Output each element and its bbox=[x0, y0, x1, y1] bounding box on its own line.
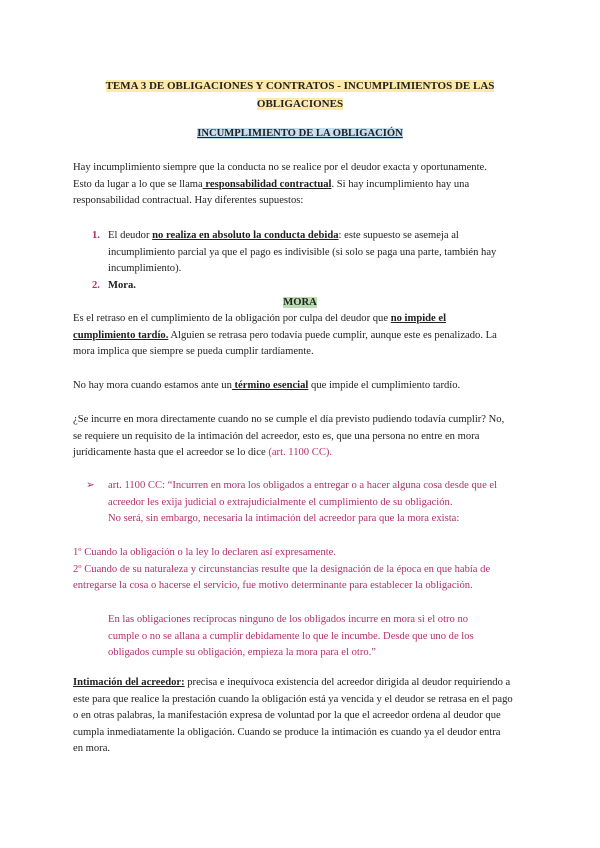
paragraph-line bbox=[73, 378, 533, 395]
underlined-term: cumplimiento tardío. bbox=[73, 329, 169, 341]
list-item bbox=[92, 228, 536, 278]
document-title bbox=[60, 78, 540, 112]
quote-line: art. 1100 CC: “Incurren en mora los obligados a entregar o a hacer alguna cosa desde que el bbox=[108, 480, 498, 491]
text-span: Esto da lugar a lo que se llama bbox=[73, 178, 203, 190]
list-number: 2. bbox=[92, 280, 100, 291]
quote-line: 2º Cuando de su naturaleza y circunstancias resulte que la designación de la época en que había de bbox=[73, 563, 491, 575]
paragraph-intimacion bbox=[73, 675, 535, 758]
arrow-bullet-icon: ➢ bbox=[86, 480, 95, 491]
paragraph-line: se requiere un requisito de la intimación del acreedor, esto es, que una persona no entre en mora bbox=[73, 430, 480, 442]
quote-line: No será, sin embargo, necesaria la intimación del acreedor para que la mora exista: bbox=[108, 513, 460, 525]
article-reciprocal bbox=[108, 612, 538, 662]
text-span: Alguien se retrasa pero todavía puede cumplir, aunque este es penalizado. La bbox=[168, 329, 497, 341]
list-item bbox=[92, 278, 536, 295]
paragraph-line bbox=[73, 328, 533, 345]
list-line: incumplimiento parcial ya que el pago es indivisible (si solo se paga una parte, también hay bbox=[108, 246, 497, 258]
underlined-term: responsabilidad contractual bbox=[202, 178, 332, 190]
quote-line: acreedor les exija judicial o extrajudicialmente el cumplimiento de su obligación. bbox=[108, 496, 453, 508]
section-heading-text: INCUMPLIMIENTO DE LA OBLIGACIÓN bbox=[197, 128, 403, 139]
text-span: jurídicamente hasta que el acreedor se lo dice bbox=[73, 447, 269, 459]
paragraph-termino-esencial bbox=[73, 378, 533, 395]
underlined-term: término esencial bbox=[231, 380, 309, 391]
list-number: 1. bbox=[92, 230, 100, 241]
quote-line: En las obligaciones recíprocas ninguno de los obligados incurre en mora si el otro no bbox=[108, 614, 469, 625]
section-heading-incumplimiento bbox=[60, 126, 540, 143]
title-line-2: OBLIGACIONES bbox=[256, 97, 344, 110]
paragraph-line bbox=[73, 311, 533, 328]
paragraph-line: Hay incumplimiento siempre que la conducta no se realice por el deudor exacta y oportunamente. bbox=[73, 162, 487, 173]
article-quote bbox=[108, 478, 536, 528]
section-heading-mora bbox=[60, 295, 540, 312]
article-reference: (art. 1100 CC). bbox=[268, 447, 333, 459]
paragraph-line bbox=[73, 675, 535, 692]
text-span: . Si hay incumplimiento hay una bbox=[331, 178, 470, 190]
underlined-term: Intimación del acreedor: bbox=[73, 677, 185, 688]
paragraph-line: mora implica que siempre se pueda cumplir tardíamente. bbox=[73, 346, 314, 358]
paragraph-line bbox=[73, 177, 533, 194]
underlined-term: no impide el bbox=[390, 313, 447, 324]
article-cases bbox=[73, 545, 543, 595]
paragraph-incumplimiento bbox=[73, 160, 533, 210]
text-span: precisa e inequívoca existencia del acreedor dirigida al deudor requiriendo a bbox=[184, 677, 511, 688]
paragraph-mora-definition bbox=[73, 311, 533, 361]
paragraph-line: ¿Se incurre en mora directamente cuando no se cumple el día previsto pudiendo todavía cumplir? No, bbox=[73, 414, 505, 425]
paragraph-intimacion-question bbox=[73, 412, 533, 462]
quote-line: obligados cumple su obligación, empieza la mora para el otro.” bbox=[108, 647, 376, 659]
underlined-term: no realiza en absoluto la conducta debida bbox=[152, 230, 339, 241]
paragraph-line: este para que realice la prestación cuando la obligación está ya vencida y el deudor se retrasa en el pago bbox=[73, 693, 513, 705]
paragraph-line: responsabilidad contractual. Hay diferentes supuestos: bbox=[73, 195, 304, 207]
text-span: No hay mora cuando estamos ante un bbox=[73, 380, 232, 391]
list-line bbox=[108, 228, 536, 245]
title-line-1: TEMA 3 DE OBLIGACIONES Y CONTRATOS - INCUMPLIMIENTOS DE LAS bbox=[105, 80, 495, 92]
text-span: que impide el cumplimiento tardío. bbox=[308, 380, 461, 391]
text-span: El deudor bbox=[108, 230, 153, 241]
paragraph-line: o en otras palabras, la manifestación expresa de voluntad por la que el acreedor ordena al deudor que bbox=[73, 710, 501, 722]
quote-line: cumple o no se allana a cumplir debidamente lo que le incumbe. Desde que uno de los bbox=[108, 630, 474, 642]
section-heading-text: MORA bbox=[283, 297, 317, 308]
paragraph-line bbox=[73, 445, 533, 462]
list-line: incumplimiento). bbox=[108, 263, 182, 275]
quote-line: entregarse la cosa o hacerse el servicio, fue motivo determinante para establecer la obligación. bbox=[73, 580, 473, 592]
paragraph-line: en mora. bbox=[73, 743, 111, 755]
paragraph-line: cumpla inmediatamente la obligación. Cuando se produce la intimación es cuando ya el deudor entra bbox=[73, 726, 501, 738]
text-span: Es el retraso en el cumplimiento de la obligación por culpa del deudor que bbox=[73, 313, 391, 324]
quote-line: 1º Cuando la obligación o la ley lo declaren así expresamente. bbox=[73, 547, 337, 558]
list-line: Mora. bbox=[108, 280, 136, 291]
text-span: : este supuesto se asemeja al bbox=[338, 230, 459, 241]
